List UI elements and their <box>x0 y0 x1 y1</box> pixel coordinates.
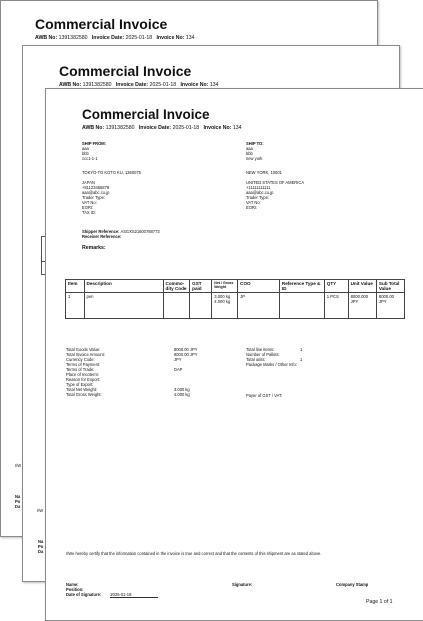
cell-description: pen <box>84 293 163 319</box>
totals-row: Total Net Weight: 3.000 kg <box>66 387 190 392</box>
page-title: Commercial Invoice <box>59 63 192 79</box>
page-title: Commercial Invoice <box>82 107 210 122</box>
payer-label: Payer of GST / VAT: <box>246 393 283 398</box>
totals-row: Place of Incoterm: <box>66 372 99 377</box>
cell-commodity <box>163 293 190 319</box>
awb-line: AWB No: 1391382580 Invoice Date: 2025-01-18 Invoice No: 134 <box>35 35 195 41</box>
totals-row: Number of Pallets: <box>246 352 280 357</box>
page-number: Page 1 of 1 <box>366 599 393 605</box>
cell-sub-total: 8000.00 JPY <box>376 293 404 319</box>
page-title: Commercial Invoice <box>35 16 168 32</box>
items-table <box>65 279 405 319</box>
signature-label: Signature: <box>232 582 253 587</box>
invoice-page-front <box>45 88 423 621</box>
position-label: Position: <box>66 587 84 592</box>
col-header: Description <box>84 280 163 293</box>
totals-row: Total line items: 1 <box>246 347 303 352</box>
certification-text: I/We hereby certify that the information contained in the invoice is true and correct and that the contents of this shipment are as stated above. <box>66 551 322 556</box>
ship-from-block: SHIP FROM: aaa bbb ccc1-1-1 TOKYO-TO KOTO KU, 1360075 JAPAN +81123456878 aaa@abc.co.jp Trader Type: VAT No: EORI: TAX ID: <box>82 141 141 215</box>
totals-row: Terms of Payment: <box>66 362 101 367</box>
cell-gst <box>190 293 212 319</box>
certify-fragment: I/W <box>15 463 22 468</box>
company-stamp-label: Company Stamp <box>336 582 369 587</box>
certify-fragment: I/W <box>37 508 44 513</box>
date-of-signature: Date of Signature: 2025-01-18 <box>66 592 158 598</box>
col-header: GST paid <box>190 280 212 293</box>
totals-row: Reason for Export: <box>66 377 101 382</box>
footer-labels <box>66 582 158 598</box>
totals-row: Total units: 1 <box>246 357 303 362</box>
totals-row: Type of Export: <box>66 382 94 387</box>
totals-row: Total Invoice Amount: 8000.00 JPY <box>66 352 198 357</box>
col-header: Item <box>66 280 85 293</box>
remarks-label: Remarks: <box>82 245 106 251</box>
totals-left <box>66 347 216 397</box>
col-header: COO <box>238 280 280 293</box>
ship-to-block: SHIP TO: aaa bbb new york NEW YORK, 10001 UNITED STATES OF AMERICA +11111111111 aaa@abc.co.jp Trader Type: VAT No: EORI: <box>246 141 305 210</box>
col-header: Sub Total Value <box>376 280 404 293</box>
col-header: Reference Type & ID <box>279 280 324 293</box>
totals-row: Package Marks / Other Info: <box>246 362 297 367</box>
cell-qty: 1 PCS <box>324 293 348 319</box>
totals-row: Terms of Trade: DAP <box>66 367 183 372</box>
totals-row: Total Gross Weight: 4.000 kg <box>66 392 190 397</box>
totals-row: Currency Code: JPY <box>66 357 182 362</box>
totals-right <box>246 347 396 367</box>
cell-ref <box>279 293 324 319</box>
awb-line: AWB No: 1391382580 Invoice Date: 2025-01-18 Invoice No: 134 <box>59 82 219 88</box>
col-header: Unit Value <box>348 280 376 293</box>
col-header: Commo-dity Code <box>163 280 190 293</box>
footer-fragment: Na Po Da <box>15 494 21 509</box>
cell-weight: 3.000 kg 4.000 kg <box>212 293 238 319</box>
col-header: Net / Gross Weight <box>212 280 238 293</box>
awb-line: AWB No: 1391382580 Invoice Date: 2025-01-18 Invoice No: 134 <box>82 125 242 131</box>
table-header-row <box>66 280 405 293</box>
col-header: QTY <box>324 280 348 293</box>
table-row <box>66 293 405 319</box>
cell-item: 1 <box>66 293 85 319</box>
totals-row: Total Goods Value: 8000.00 JPY <box>66 347 198 352</box>
cell-coo: JP <box>238 293 280 319</box>
footer-fragment: Na Po Da <box>38 539 44 554</box>
cell-unit-value: 8000.000 JPY <box>348 293 376 319</box>
references-block: Shipper Reference: ASGXS21600788773 Receiver Reference: <box>82 229 160 239</box>
name-label: Name: <box>66 582 79 587</box>
